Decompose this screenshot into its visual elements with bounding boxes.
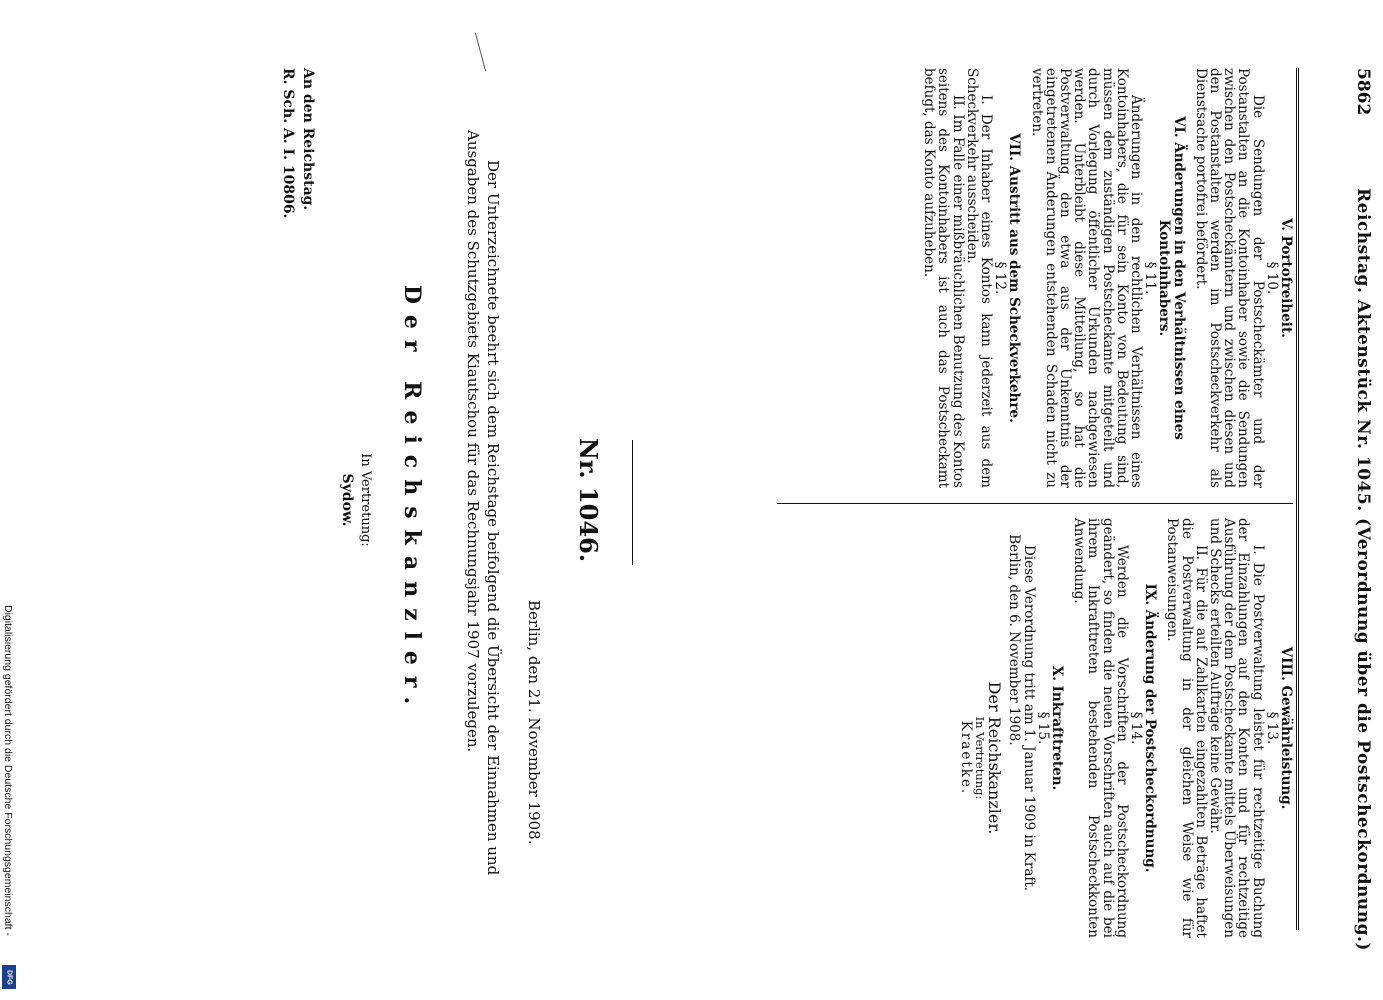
paragraph: Die Sendungen der Postscheckämter und der Postanstalten an die Kontoinhaber sowie die Sendungen zwischen den Postscheckämtern und zwischen diesen und den Postanstalten werden im Postscheckverkehr als Dienstsache portofrei befördert. (1192, 68, 1266, 488)
signature: Der Reichskanzler. (985, 681, 1005, 835)
paragraph: Werden die Vorschriften der Postscheckordnung geändert, so finden die neuen Vorschriften auch auf die bei ihrem Inkrafttreten bestehenden Postscheckkonten Anwendung. (1071, 518, 1130, 938)
address-block (278, 68, 318, 218)
paragraph-number: § 15. (1034, 711, 1051, 745)
column-divider (777, 503, 1293, 504)
paragraph: I. Der Inhaber eines Kontos kann jederzeit aus dem Scheckverkehr ausscheiden. (963, 68, 994, 488)
paragraph-number: § 11. (1142, 261, 1159, 295)
digitization-credit (0, 605, 16, 1000)
left-column (922, 68, 1293, 488)
signature: Der Reichskanzler. (399, 284, 425, 716)
section-heading: V. Portofreiheit. (1278, 218, 1294, 338)
date-line: Berlin, den 21. November 1908. (525, 600, 543, 845)
paragraph: Diese Verordnung tritt am 1. Januar 1909 in Kraft. (1020, 545, 1037, 892)
separator-rule (632, 440, 633, 565)
paragraph: Änderungen in den rechtlichen Verhältnissen eines Kontoinhabers, die für sein Konto von Bedeutung sind, müssen dem zuständigen Postscheckamte mitgeteilt und durch Vorlegung öffentlicher Urkunden nachgewiesen werden. Unterbleibt diese Mitteilung, so hat die Postverwaltung den etwa aus der Unkenntnis der eingetretenen Änderungen entstehenden Schaden nicht zu vertreten. (1028, 68, 1144, 488)
document-number: Nr. 1046. (574, 437, 603, 563)
signature-sub: In Vertretung: (972, 716, 987, 800)
signature-name: Kraetke. (957, 720, 974, 796)
signature-name: Sydow. (339, 473, 355, 527)
header-rule (1296, 68, 1299, 930)
page-number: 5862 (1353, 68, 1373, 116)
dfg-logo: DFG (2, 965, 16, 989)
right-column (959, 518, 1293, 938)
cover-letter-body: Der Unterzeichnete beehrt sich dem Reichstage beifolgend die Übersicht der Einnahmen und Ausgaben des Schutzgebiets Kiautschou für das Rechnungsjahr 1907 vorzulegen. (464, 130, 502, 876)
section-heading: VIII. Gewährleistung. (1278, 646, 1294, 810)
section-heading: IX. Änderung der Postscheckordnung. (1142, 583, 1159, 873)
credit-text: Digitalisierung gefördert durch die Deutsche Forschungsgemeinschaft - (2, 605, 14, 936)
address-line: An den Reichstag. (300, 68, 316, 211)
paragraph: II. Für die auf Zahlkarten eingezahlten Beträge haftet die Postverwaltung in der gleichen Weise wie für Postanweisungen. (1164, 518, 1209, 938)
section-heading: VI. Änderungen in den Verhältnissen eines Kontoinhabers. (1156, 116, 1187, 440)
page-header (1345, 68, 1373, 968)
header-title: Reichstag. Aktenstück Nr. 1045. (Verordnung über die Postscheckordnung.) (1353, 188, 1373, 951)
section-heading: X. Inkrafttreten. (1048, 665, 1065, 791)
date-line: Berlin, den 6. November 1908. (1006, 534, 1023, 746)
paragraph-number: § 12. (992, 261, 1009, 295)
paragraph: II. Im Falle einer mißbräuchlichen Benutzung des Kontos seitens des Kontoinhabers ist auch das Postscheckamt befugt, das Konto aufzuheben. (921, 68, 966, 488)
paragraph-number: § 10. (1263, 261, 1280, 295)
section-heading: VII. Austritt aus dem Scheckverkehre. (1006, 133, 1023, 423)
signature-sub: In Vertretung: (358, 453, 373, 547)
paragraph-number: § 14. (1127, 711, 1144, 745)
reference-line: R. Sch. A. I. 10806. (280, 68, 296, 219)
paragraph-number: § 13. (1263, 711, 1280, 745)
paragraph: I. Die Postverwaltung leistet für rechtzeitige Buchung der Einzahlungen auf den Konten und für rechtzeitige Ausführung der dem Postscheckamte mittels Überweisungen und Schecks erteilten Aufträge keine Gewähr. (1206, 518, 1266, 938)
